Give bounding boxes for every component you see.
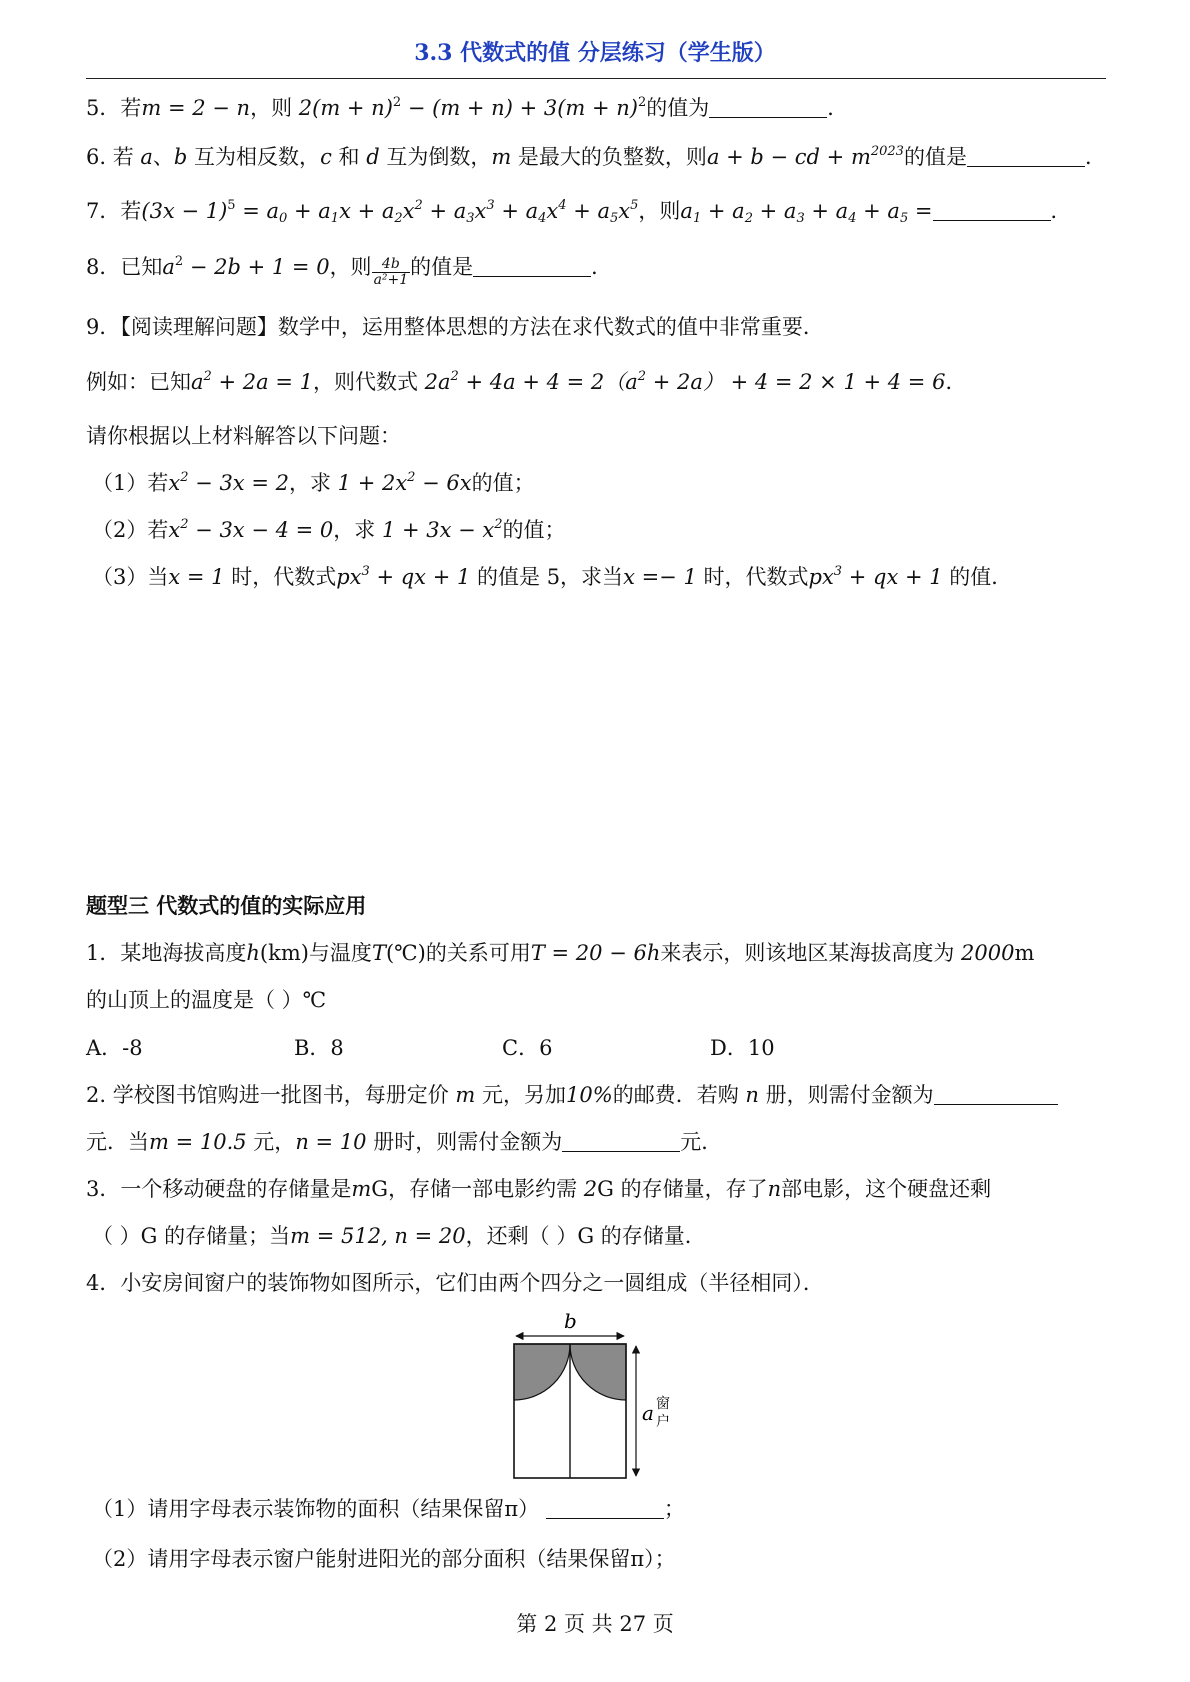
- q9-p2-end: 的值；: [502, 518, 566, 542]
- q8-numerator: 4b: [372, 257, 411, 273]
- question-9-part-3: [92, 562, 1012, 592]
- page-title: 3.3 代数式的值 分层练习（学生版）: [414, 40, 776, 66]
- question-9-example: 例如：已知$a^2 + 2a = 1$，则代数式 $2a^2 + 4a + 4 = 2(a^2 + 2a) + 4 = 2 \times 1 + 4 = 6$．: [86, 369, 967, 394]
- q8-expr-b: − 2b + 1 = 0: [183, 255, 330, 279]
- q9-example-mid: ，则代数式: [312, 370, 418, 394]
- q5-mid: ，则: [250, 96, 293, 120]
- q8-fraction: [372, 257, 411, 288]
- s3-e: 部电影，这个硬盘还剩: [781, 1177, 992, 1201]
- q7-answer-blank[interactable]: [933, 200, 1051, 221]
- q9-p3-b: 的值是 5，求当: [470, 565, 624, 589]
- q9-p3-c: 时，代数式: [696, 565, 809, 589]
- q5-expr-b: − (m + n) + 3(m + n): [401, 96, 638, 120]
- section-title: 题型三 代数式的值的实际应用: [86, 894, 367, 918]
- q6-text-b: 互为相反数，: [187, 145, 321, 169]
- q6-tail: ．: [1084, 145, 1106, 169]
- q7-rhs: = a: [235, 199, 280, 223]
- s3-var-m: m: [351, 1177, 372, 1201]
- s2-line2-b: 元，: [246, 1130, 296, 1154]
- s1-a: 1．某地海拔高度: [86, 941, 247, 965]
- option-b[interactable]: B．8: [294, 1036, 344, 1060]
- s2-percent: 10%: [566, 1083, 613, 1107]
- q8-expr-a: a: [162, 255, 175, 279]
- q6-exponent: 2023: [870, 144, 904, 159]
- label-a: a: [642, 1401, 654, 1425]
- q6-text-c: 和: [331, 145, 367, 169]
- q9-p2-mid: ，求: [333, 518, 376, 542]
- q6-var-m: m: [491, 145, 512, 169]
- s2-m-value: m = 10.5: [149, 1130, 247, 1154]
- q9-p2-given: $x^2 - 3x - 4 = 0$: [168, 517, 334, 542]
- question-9-part-2: [92, 515, 566, 545]
- q9-p3-prefix: （3）当: [92, 565, 169, 589]
- s1-f: m: [1014, 941, 1035, 965]
- q9-p1-given: $x^2 - 3x = 2$: [168, 470, 289, 495]
- q5-expr-a: 2(m + n): [298, 96, 393, 120]
- s2-line2-a: 元．当: [86, 1130, 149, 1154]
- q8-answer-blank[interactable]: [473, 256, 591, 277]
- question-8: [86, 252, 612, 288]
- label-window-2: 户: [656, 1414, 670, 1430]
- q5-sup-1: 2: [392, 95, 402, 110]
- section-q3-line2: [92, 1221, 706, 1251]
- question-6: [86, 142, 1106, 172]
- q9-p3-expr1: $px^3$ + qx + 1: [336, 564, 471, 589]
- q9-p1-end: 的值；: [471, 471, 535, 495]
- s2-var-n: n: [745, 1083, 759, 1107]
- q7-poly: + $a_1x + a_2x^2 + a_3x^3 + a_4x^4 + a_5x^5$: [287, 198, 639, 226]
- section-q2-line2: [86, 1127, 722, 1157]
- s4-p1-end: ；: [663, 1497, 685, 1521]
- q8-denominator: a²+1: [373, 272, 409, 288]
- q8-mid: ，则: [329, 255, 372, 279]
- s3-c: 2: [583, 1177, 598, 1201]
- s3-line2-a: （ ）G 的存储量；当: [92, 1224, 291, 1248]
- q6-text-f: 的值是: [903, 145, 967, 169]
- q7-eq: =: [908, 199, 933, 223]
- q9-example-prefix: 例如：已知: [86, 370, 191, 394]
- q6-var-d: d: [366, 145, 380, 169]
- s4-p1-answer-blank[interactable]: [546, 1498, 664, 1519]
- q6-text-d: 互为倒数，: [379, 145, 492, 169]
- q7-mid: ，则: [638, 199, 681, 223]
- q9-example-given: $a^2 + 2a = 1$: [191, 369, 313, 394]
- section-q1-line2: 的山顶上的温度是（ ）℃: [86, 988, 327, 1012]
- section-q2-line1: [86, 1080, 1058, 1110]
- s2-var-m: m: [455, 1083, 476, 1107]
- q9-example-work: $2a^2 + 4a + 4 = 2(a^2 + 2a) + 4 = 2 \times 1 + 4 = 6$: [424, 369, 946, 394]
- q5-sup-2: 2: [637, 95, 647, 110]
- s2-line2-c: 册时，则需付金额为: [366, 1130, 563, 1154]
- q8-end: 的值是: [410, 255, 474, 279]
- q6-var-b: b: [173, 145, 188, 169]
- s1-e: 2000: [961, 941, 1015, 965]
- q9-p3-a: 时，代数式: [224, 565, 337, 589]
- section-q4-line1: 4．小安房间窗户的装饰物如图所示，它们由两个四分之一圆组成（半径相同）．: [86, 1271, 824, 1295]
- q5-prefix: 5．若: [86, 96, 142, 120]
- s2-c: 的邮费．若购: [612, 1083, 739, 1107]
- question-7: [86, 196, 1072, 226]
- section-q1-options: [86, 1033, 918, 1063]
- q9-p2-expr: $1 + 3x - x^2$: [381, 517, 503, 542]
- s4-p1-text: （1）请用字母表示装饰物的面积（结果保留π）: [92, 1497, 540, 1521]
- q7-exp: 5: [227, 198, 236, 213]
- q7-base: (3x − 1): [141, 199, 228, 223]
- q7-sum: $a_1 + a_2 + a_3 + a_4 + a_5$: [680, 199, 909, 226]
- q7-prefix: 7．若: [86, 199, 142, 223]
- q8-sup: 2: [174, 254, 184, 269]
- s1-var-h: h: [246, 941, 260, 965]
- q6-sep: 、: [152, 145, 174, 169]
- s3-var-n: n: [767, 1177, 782, 1201]
- q9-p2-prefix: （2）若: [92, 518, 169, 542]
- q6-var-c: c: [320, 145, 332, 169]
- label-window-1: 窗: [656, 1396, 670, 1412]
- s1-formula: T = 20 − 6h: [530, 941, 661, 965]
- q6-text-a: 6. 若: [86, 145, 141, 169]
- s2-a: 2. 学校图书馆购进一批图书，每册定价: [86, 1083, 449, 1107]
- section-q4-part-1: [92, 1494, 685, 1524]
- q5-tail: ．: [827, 96, 849, 120]
- q6-var-a: a: [140, 145, 153, 169]
- q8-tail: ．: [591, 255, 613, 279]
- s1-d: 来表示，则该地区某海拔高度为: [660, 941, 955, 965]
- q9-p3-end: 的值．: [942, 565, 1013, 589]
- q9-p3-cond1: x = 1: [168, 565, 225, 589]
- section-q3-line1: [86, 1174, 991, 1204]
- q5-answer-blank[interactable]: [709, 97, 827, 118]
- q5-end-text: 的值为: [646, 96, 710, 120]
- q5-condition: m = 2 − n: [141, 96, 251, 120]
- q6-expr: a + b − cd + m: [706, 145, 871, 169]
- decoration-right: [570, 1344, 626, 1400]
- option-c[interactable]: C．6: [502, 1036, 553, 1060]
- section-q4-part-2: （2）请用字母表示窗户能射进阳光的部分面积（结果保留π）；: [92, 1547, 676, 1571]
- s2-answer-blank-1[interactable]: [934, 1084, 1058, 1105]
- q9-p1-expr: $1 + 2x^2 - 6x$: [337, 470, 472, 495]
- q9-p1-mid: ，求: [288, 471, 331, 495]
- s2-n-value: n = 10: [295, 1130, 367, 1154]
- question-9-title: 9．【阅读理解问题】数学中，运用整体思想的方法在求代数式的值中非常重要．: [86, 315, 824, 339]
- s3-d: G 的存储量，存了: [597, 1177, 768, 1201]
- question-5: [86, 93, 848, 123]
- decoration-left: [514, 1344, 570, 1400]
- q9-p1-prefix: （1）若: [92, 471, 169, 495]
- s1-var-T: T: [371, 941, 386, 965]
- s1-c: (℃)的关系可用: [385, 941, 531, 965]
- s2-answer-blank-2[interactable]: [562, 1131, 680, 1152]
- section-q1-line1: [86, 938, 1034, 968]
- option-d[interactable]: D．10: [710, 1036, 775, 1060]
- header-divider: [86, 78, 1106, 79]
- s3-line2-b: ，还剩（ ）G 的存储量．: [465, 1224, 706, 1248]
- s3-values: m = 512, n = 20: [290, 1224, 466, 1248]
- q7-tail: ．: [1050, 199, 1072, 223]
- s2-b: 元，另加: [475, 1083, 567, 1107]
- question-9-part-1: [92, 468, 535, 498]
- option-a[interactable]: A．-8: [86, 1036, 143, 1060]
- window-figure: [500, 1308, 700, 1488]
- q6-text-e: 是最大的负整数，则: [511, 145, 707, 169]
- s2-d: 册，则需付金额为: [758, 1083, 934, 1107]
- page-footer: 第 2 页 共 27 页: [516, 1612, 674, 1636]
- q8-prefix: 8．已知: [86, 255, 163, 279]
- s1-b: (km)与温度: [259, 941, 372, 965]
- q9-p3-cond2: x =− 1: [623, 565, 697, 589]
- q6-answer-blank[interactable]: [967, 146, 1085, 167]
- q9-p3-expr2: $px^3$ + qx + 1: [808, 564, 943, 589]
- s3-a: 3．一个移动硬盘的存储量是: [86, 1177, 352, 1201]
- s2-line2-d: 元．: [680, 1130, 723, 1154]
- s3-b: G，存储一部电影约需: [371, 1177, 578, 1201]
- label-b: b: [564, 1309, 577, 1333]
- question-9-intro: 请你根据以上材料解答以下问题：: [86, 424, 401, 448]
- q7-sub-0: 0: [279, 211, 288, 226]
